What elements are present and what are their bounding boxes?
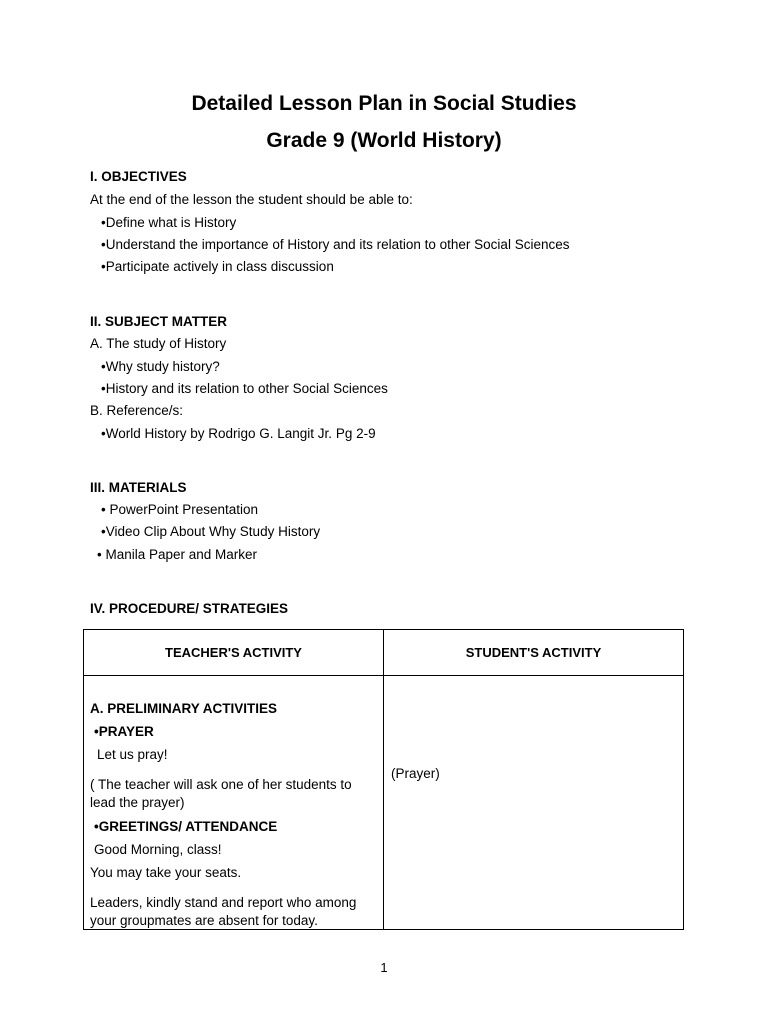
document-subtitle: Grade 9 (World History) [266, 129, 502, 152]
material-item: •Video Clip About Why Study History [101, 524, 321, 539]
teacher-activity-header: TEACHER'S ACTIVITY [165, 645, 302, 660]
page-number: 1 [380, 960, 388, 975]
teacher-activity-line: A. PRELIMINARY ACTIVITIES [90, 701, 278, 716]
objective-item: •Define what is History [101, 215, 237, 230]
student-activity-line: (Prayer) [391, 766, 440, 781]
material-item: • PowerPoint Presentation [101, 502, 259, 517]
teacher-activity-line: your groupmates are absent for today. [90, 913, 318, 928]
teacher-activity-line: Leaders, kindly stand and report who among [90, 895, 357, 910]
teacher-activity-line: ( The teacher will ask one of her students to [90, 777, 352, 792]
document-title: Detailed Lesson Plan in Social Studies [191, 92, 577, 115]
subject-matter-item: •Why study history? [101, 359, 220, 374]
subject-matter-item: •History and its relation to other Social Sciences [101, 381, 388, 396]
procedure-heading: IV. PROCEDURE/ STRATEGIES [90, 601, 289, 616]
objectives-intro: At the end of the lesson the student should be able to: [90, 192, 413, 207]
teacher-activity-line: •PRAYER [94, 724, 154, 739]
teacher-activity-line: Let us pray! [97, 747, 168, 762]
objectives-heading: I. OBJECTIVES [90, 169, 187, 184]
procedure-table [83, 629, 684, 930]
student-activity-header: STUDENT'S ACTIVITY [465, 645, 602, 660]
teacher-activity-line: •GREETINGS/ ATTENDANCE [94, 819, 278, 834]
teacher-activity-line: You may take your seats. [90, 865, 242, 880]
subject-matter-heading: II. SUBJECT MATTER [90, 314, 228, 329]
table-header-divider [84, 675, 683, 676]
material-item: • Manila Paper and Marker [97, 547, 258, 562]
teacher-activity-line: Good Morning, class! [94, 842, 222, 857]
objective-item: •Participate actively in class discussion [101, 259, 334, 274]
objective-item: •Understand the importance of History and its relation to other Social Sciences [101, 237, 570, 252]
materials-heading: III. MATERIALS [90, 480, 187, 495]
subject-matter-topic: A. The study of History [90, 336, 227, 351]
reference-item: •World History by Rodrigo G. Langit Jr. Pg 2-9 [101, 426, 376, 441]
teacher-activity-line: lead the prayer) [90, 795, 185, 810]
references-label: B. Reference/s: [90, 403, 184, 418]
